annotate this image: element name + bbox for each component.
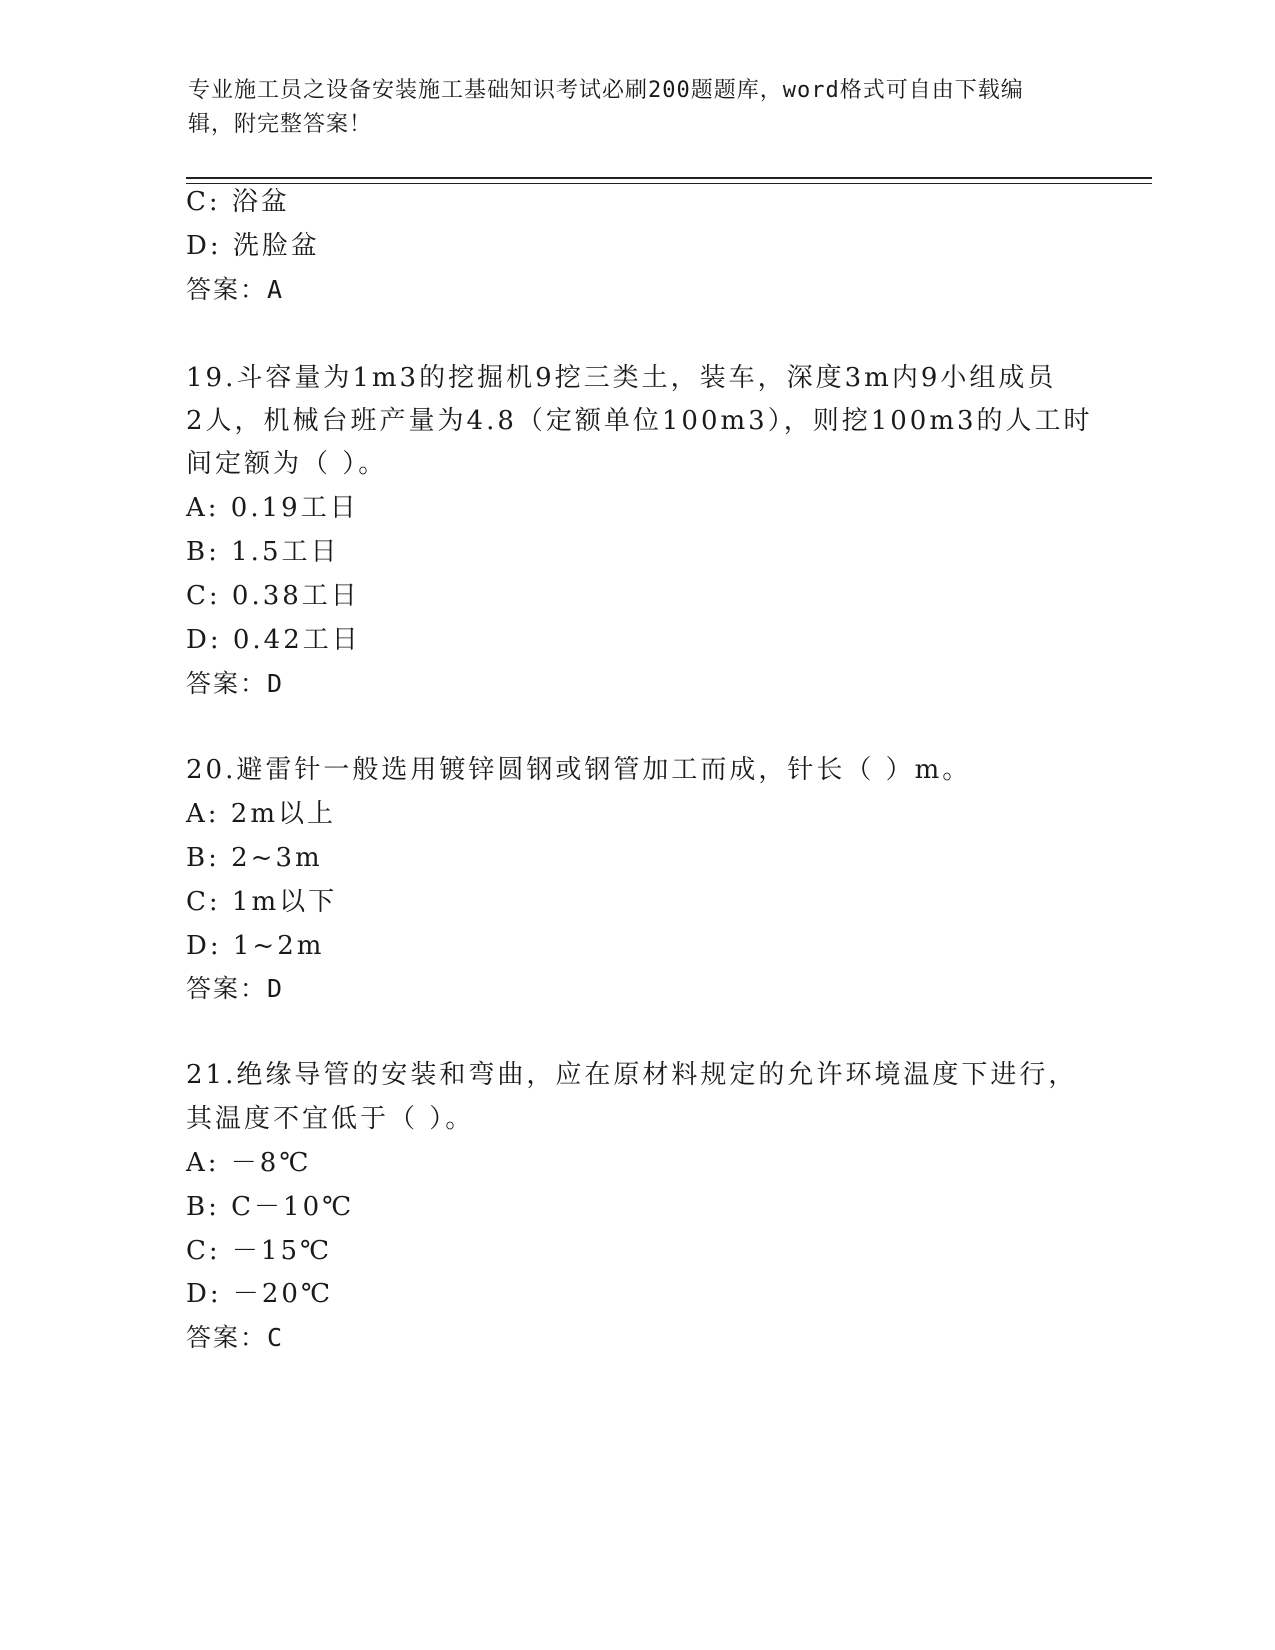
q21-option-d: D: －20℃	[186, 1279, 334, 1309]
q21-option-c: C: －15℃	[186, 1236, 333, 1266]
header-divider-top	[186, 177, 1152, 179]
q21-stem-line-2: 其温度不宜低于（ ）。	[186, 1104, 475, 1134]
q19-stem-line-3: 间定额为（ ）。	[186, 449, 388, 479]
q19-option-b: B: 1.5工日	[186, 537, 340, 567]
header-divider-bottom	[186, 183, 1152, 184]
q19-option-c: C: 0.38工日	[186, 581, 360, 611]
document-header: 专业施工员之设备安装施工基础知识考试必刷200题题库，word格式可自由下载编辑，附完整答案！	[188, 78, 1024, 137]
q19-option-a: A: 0.19工日	[186, 493, 359, 523]
q20-option-d: D: 1~2m	[186, 931, 325, 961]
q18-option-c: C: 浴盆	[186, 187, 290, 217]
q18-answer: 答案：A	[186, 275, 285, 304]
q20-option-b: B: 2~3m	[186, 843, 323, 873]
q19-answer: 答案：D	[186, 669, 285, 698]
q20-stem-line-1: 20.避雷针一般选用镀锌圆钢或钢管加工而成，针长（ ）m。	[186, 755, 972, 785]
q20-option-c: C: 1m以下	[186, 887, 338, 917]
q21-option-a: A: －8℃	[186, 1148, 312, 1178]
q20-answer: 答案：D	[186, 974, 285, 1003]
q21-option-b: B: C－10℃	[186, 1192, 355, 1222]
q21-answer: 答案：C	[186, 1323, 285, 1352]
q18-option-d: D: 洗脸盆	[186, 231, 320, 261]
q21-stem-line-1: 21.绝缘导管的安装和弯曲，应在原材料规定的允许环境温度下进行，	[186, 1060, 1078, 1090]
q19-stem-line-2: 2人，机械台班产量为4.8（定额单位100m3），则挖100m3的人工时	[186, 406, 1093, 436]
q19-stem-line-1: 19.斗容量为1m3的挖掘机9挖三类土，装车，深度3m内9小组成员	[186, 363, 1057, 393]
q19-option-d: D: 0.42工日	[186, 625, 361, 655]
q20-option-a: A: 2m以上	[186, 799, 336, 829]
